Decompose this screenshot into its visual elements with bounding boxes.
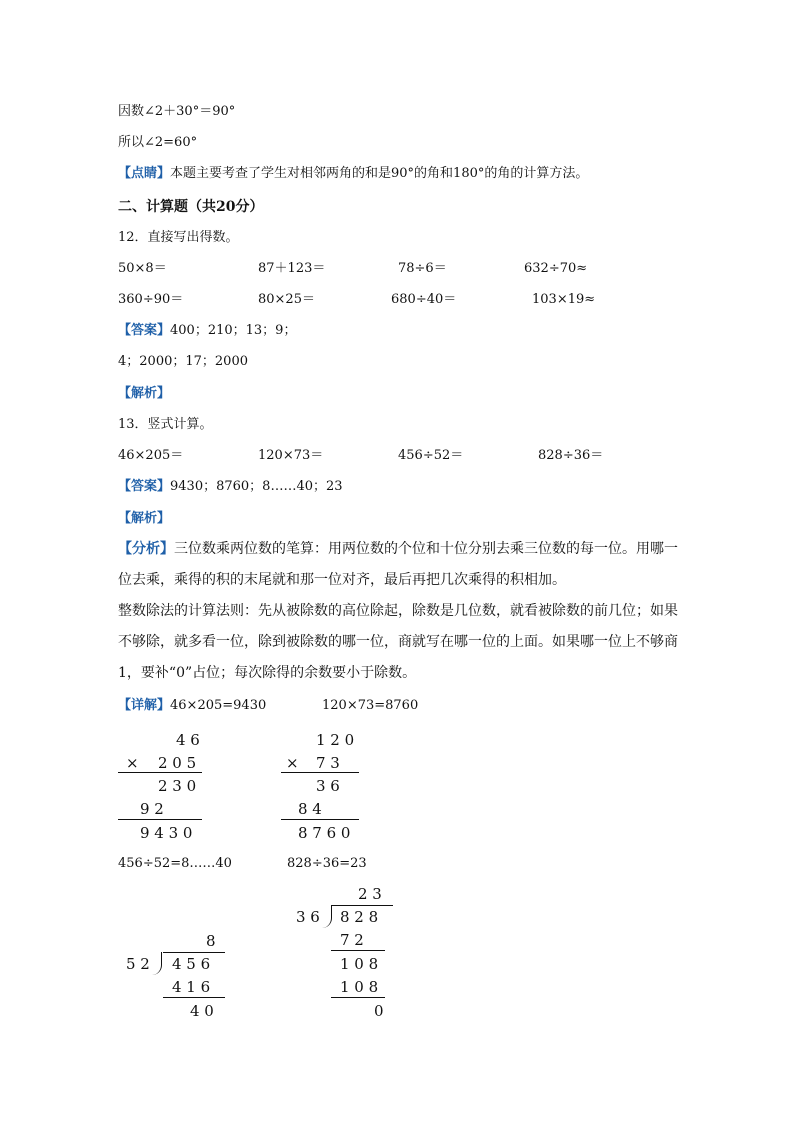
div1-rule <box>163 997 225 998</box>
q13-detail-eq1: 46×205=9430 <box>170 698 267 713</box>
mul1-rule-1 <box>118 772 202 773</box>
div2-rule-1 <box>331 950 385 951</box>
div2-bar <box>331 905 393 906</box>
mul2-sign: × <box>286 754 299 772</box>
q13-detail-eq2: 120×73=8760 <box>322 698 419 713</box>
q12-analysis-tag: 【解析】 <box>118 386 171 401</box>
div2-bracket <box>321 905 332 928</box>
q13-title: 13．竖式计算。 <box>118 417 213 432</box>
div2-sub-1: 7 2 <box>340 931 364 949</box>
section-title: 二、计算题（共20分） <box>118 199 264 215</box>
q12-r1-c3: 78÷6＝ <box>398 261 447 276</box>
q12-r1-c2: 87＋123＝ <box>258 261 326 276</box>
div2-mid: 1 0 8 <box>340 955 379 973</box>
q12-r2-c2: 80×25＝ <box>258 292 315 307</box>
q13-fenxi-tag: 【分析】 <box>118 541 174 557</box>
q13-answer <box>118 478 343 496</box>
q13-detail-tag: 【详解】 <box>118 698 171 713</box>
div1-bar <box>163 952 225 953</box>
mul2-top: 1 2 0 <box>316 731 355 749</box>
div1-quotient: 8 <box>206 932 216 950</box>
div2-dividend: 8 2 8 <box>340 908 379 926</box>
q13-detail-eq3: 456÷52=8……40 <box>118 856 232 871</box>
point-text: 本题主要考查了学生对相邻两角的和是90°的角和180°的角的计算方法。 <box>170 166 589 181</box>
intro-line-1: 因数∠2＋30°＝90° <box>118 104 236 119</box>
mul2-rule-2 <box>281 819 359 820</box>
div1-divisor: 5 2 <box>126 955 150 973</box>
q13-detail-eq4: 828÷36=23 <box>287 856 367 871</box>
q12-answer-line1: 400；210；13；9； <box>170 323 297 338</box>
mul1-partial-1: 2 3 0 <box>158 777 197 795</box>
q13-fenxi <box>118 534 678 596</box>
point-note <box>118 165 588 183</box>
q13-c2: 120×73＝ <box>258 448 324 463</box>
div2-rule-2 <box>331 997 385 998</box>
mul2-partial-1: 3 6 <box>316 777 340 795</box>
div2-sub-2: 1 0 8 <box>340 978 379 996</box>
q12-r2-c4: 103×19≈ <box>532 292 596 307</box>
q12-title: 12．直接写出得数。 <box>118 230 239 245</box>
div2-divisor: 3 6 <box>296 908 320 926</box>
q13-fenxi-text: 三位数乘两位数的笔算：用两位数的个位和十位分别去乘三位数的每一位。用哪一位去乘，乘得的积的末尾就和那一位对齐，最后再把几次乘得的积相加。 <box>118 541 678 588</box>
q13-c3: 456÷52＝ <box>398 448 464 463</box>
q13-c4: 828÷36＝ <box>538 448 604 463</box>
point-tag: 【点睛】 <box>118 166 171 181</box>
mul1-result: 9 4 3 0 <box>140 824 193 842</box>
q12-answer-line2: 4；2000；17；2000 <box>118 354 248 369</box>
q13-c1: 46×205＝ <box>118 448 184 463</box>
q13-analysis-tag: 【解析】 <box>118 511 171 526</box>
intro-line-2: 所以∠2=60° <box>118 135 198 150</box>
div1-bracket <box>151 952 162 975</box>
mul1-rule-2 <box>118 819 202 820</box>
mul2-partial-2: 8 4 <box>298 800 322 818</box>
q13-answer-text: 9430；8760；8……40；23 <box>170 479 343 494</box>
div1-remainder: 4 0 <box>190 1002 214 1020</box>
q13-detail <box>118 697 266 715</box>
q12-r2-c1: 360÷90＝ <box>118 292 184 307</box>
mul2-result: 8 7 6 0 <box>298 824 351 842</box>
mul2-bottom: 7 3 <box>316 754 340 772</box>
mul1-top: 4 6 <box>176 731 200 749</box>
q13-rule-text: 整数除法的计算法则：先从被除数的高位除起，除数是几位数，就看被除数的前几位；如果不够除，就多看一位，除到被除数的哪一位，商就写在哪一位的上面。如果哪一位上不够商1，要补“0”占位；每次除得的余数要小于除数。 <box>118 603 678 681</box>
q13-answer-tag: 【答案】 <box>118 479 171 494</box>
div1-dividend: 4 5 6 <box>172 955 211 973</box>
mul1-sign: × <box>126 754 139 772</box>
mul2-rule-1 <box>281 772 359 773</box>
div2-quotient: 2 3 <box>358 885 382 903</box>
q12-r1-c4: 632÷70≈ <box>524 261 588 276</box>
q12-answer <box>118 322 296 340</box>
mul1-partial-2: 9 2 <box>140 800 164 818</box>
div2-remainder: 0 <box>374 1002 384 1020</box>
div1-sub: 4 1 6 <box>172 978 211 996</box>
mul1-bottom: 2 0 5 <box>158 754 197 772</box>
q12-answer-tag: 【答案】 <box>118 323 171 338</box>
q12-r2-c3: 680÷40＝ <box>391 292 457 307</box>
q12-r1-c1: 50×8＝ <box>118 261 167 276</box>
